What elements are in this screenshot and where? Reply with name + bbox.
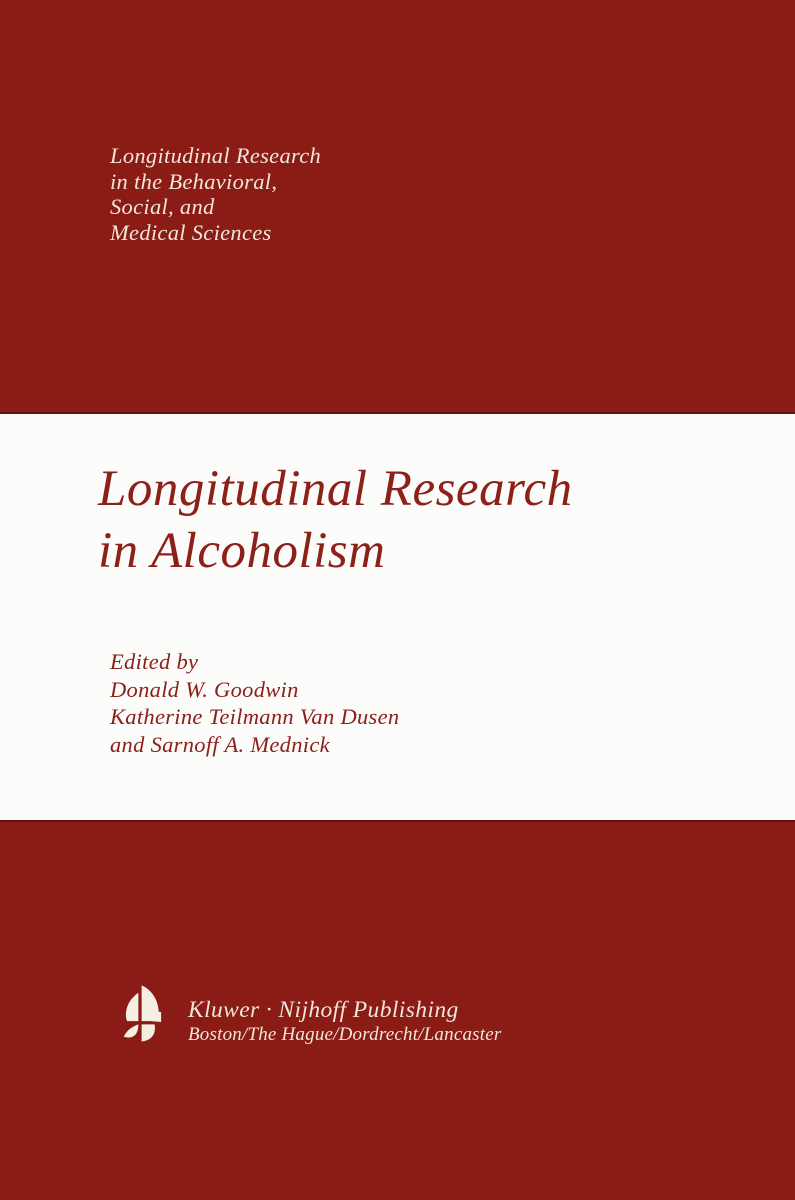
editor-name: Donald W. Goodwin	[110, 676, 299, 702]
series-line: Medical Sciences	[110, 219, 272, 245]
editor-name: and Sarnoff A. Mednick	[110, 731, 330, 757]
editor-name: Katherine Teilmann Van Dusen	[110, 704, 400, 729]
publisher-name: Kluwer · Nijhoff Publishing	[188, 997, 459, 1023]
series-line: in the Behavioral,	[110, 168, 278, 194]
book-title-line: in Alcoholism	[98, 523, 386, 579]
kluwer-flower-icon	[114, 982, 166, 1049]
series-title	[110, 143, 321, 245]
book-title-line: Longitudinal Research	[98, 461, 573, 517]
series-line: Social, and	[110, 194, 215, 219]
editors-list	[110, 648, 399, 758]
book-title	[98, 458, 573, 582]
publisher-text	[188, 996, 501, 1046]
series-line: Longitudinal Research	[110, 143, 322, 168]
publisher-cities: Boston/The Hague/Dordrecht/Lancaster	[188, 1024, 502, 1045]
edited-by-label: Edited by	[110, 649, 199, 674]
publisher-imprint	[114, 982, 501, 1049]
